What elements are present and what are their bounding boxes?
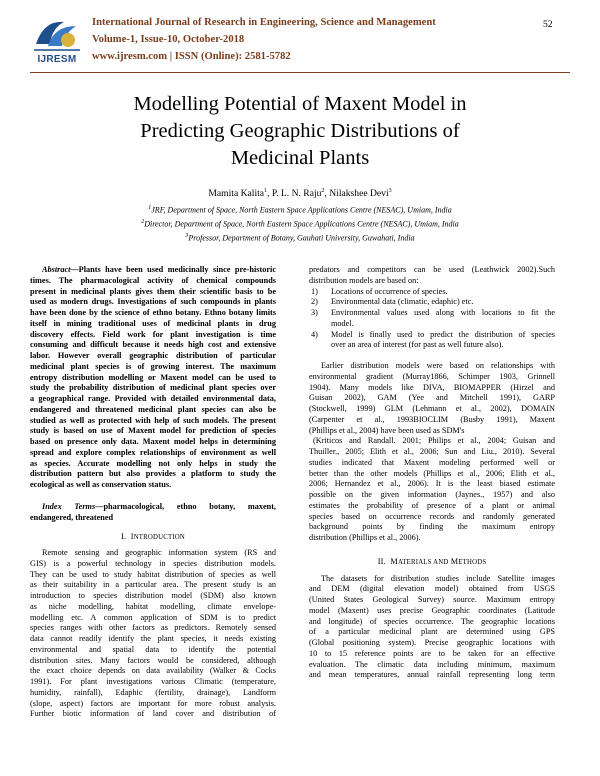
journal-name: International Journal of Research in Engineering, Science and Management	[92, 17, 436, 28]
section-smallcaps: NTRODUCTION	[133, 534, 185, 542]
author-name: Nilakshee Devi	[329, 188, 389, 200]
numbered-list	[309, 287, 555, 352]
affiliation-sup: 1	[148, 205, 152, 211]
section-numeral: II.	[377, 556, 386, 566]
section-numeral: I.	[121, 532, 127, 542]
journal-volume: Volume-1, Issue-10, October-2018	[92, 34, 245, 45]
logo-text: IJRESM	[37, 54, 77, 65]
abstract-line: used as modern drugs. Investigations of such compounds in plants	[30, 297, 276, 307]
list-line: model.	[331, 318, 354, 328]
page-number: 52	[543, 20, 553, 30]
body-line: (Kriticos and Randall. 2001; Philips et al., 2004; Guisan and	[313, 436, 555, 446]
body-line: Remote sensing and geographic information system (RS and	[42, 548, 276, 557]
body-line: model (Maxent) uses precise Geographic coordinates (Latitude	[309, 605, 555, 615]
body-line: distribution models are based on:	[309, 275, 419, 285]
body-line: background points by finding the maximum entropy	[309, 522, 555, 532]
abstract-line: itself in mining traditional uses of medicinal plants in drug	[30, 318, 276, 328]
introduction-body	[30, 548, 276, 720]
affiliation	[40, 233, 560, 243]
methods-body	[309, 574, 555, 682]
abstract-line	[30, 265, 276, 276]
list-line: Environmental values used along with locations to fit the	[331, 308, 555, 317]
body-line: and DEM (digital elevation model) obtained from USGS	[309, 584, 555, 594]
body-line: data cannot readily identify the plant species, it needs existing	[30, 634, 276, 643]
body-line: 1904). Many models like DIVA, BIOMAPPER (Hirzel and	[309, 382, 555, 392]
body-line: Earlier distribution models were based on relationships with	[321, 361, 555, 370]
body-line: (Stockwell, 1999) GLM (Lehmann et al., 2002), DOMAIN	[309, 404, 555, 413]
body-line: possible on the given information (Jaynes., 1957) and also	[309, 490, 555, 499]
right-column	[309, 265, 555, 681]
abstract-line: a geographical range. Provided with detailed environmental data,	[30, 394, 276, 403]
body-line: studies indicated that Maxent modeling performed well or	[309, 457, 555, 467]
list-line: over an area of interest (for past as well future also).	[331, 340, 504, 350]
section-smallcaps: ATERIALS AND	[397, 558, 449, 566]
body-line: (Carpenter et al., 1993BIOCLIM (Busby 1991), Maxent	[309, 414, 555, 424]
body-line: species based on occurrence records and randomly generated	[309, 511, 555, 521]
body-line: environmental and spatial data to identify the potential	[30, 644, 276, 654]
body-line: (Phillips et al., 2004) have been used as SDM's	[309, 425, 465, 435]
body-line: Further biotic information of land cover and distribution of	[30, 709, 276, 719]
section-heading-introduction	[30, 532, 276, 544]
abstract-line: endangered and threatened medicinal plant species can also be	[30, 404, 276, 414]
list-item	[309, 330, 555, 352]
earlier-models-paragraph	[309, 361, 555, 544]
title-line: Predicting Geographic Distributions of	[140, 120, 460, 142]
affiliation	[40, 219, 560, 229]
affiliation-sup: 2	[141, 219, 145, 225]
section-initial: I	[130, 532, 134, 542]
body-line: modelling etc. A common application of SDM is to predict	[30, 612, 276, 622]
abstract-line: consuming and difficult because it needs high cost and extensive	[30, 340, 276, 350]
body-line: (slope, aspect) factors are important for more robust analysis.	[30, 698, 276, 708]
paper-title	[40, 91, 560, 172]
abstract	[30, 265, 276, 491]
index-line: endangered, threatened	[30, 512, 114, 522]
body-line: 2006; Hernandez et al., 2006). It is the least biased estimate	[309, 479, 555, 489]
affiliation	[40, 205, 560, 215]
abstract-line: based on presence only data. Maxent model helps in determining	[30, 437, 276, 446]
title-line: Medicinal Plants	[230, 147, 370, 169]
abstract-label: Abstract	[42, 265, 71, 274]
index-text: —pharmacological, ethno botany, maxent,	[95, 501, 276, 511]
body-line: They can be used to study habitat distribution of species as well	[30, 569, 276, 579]
body-line: The datasets for distribution studies include Satellite images	[321, 573, 555, 583]
list-number: 3)	[311, 308, 318, 317]
title-line: Modelling Potential of Maxent Model in	[133, 93, 467, 115]
body-line: evaluation. The climatic data including minimum, maximum	[309, 659, 555, 669]
author-sup: 3	[388, 188, 392, 194]
body-line: as their suitability in a particular area. The present study is an	[30, 580, 276, 590]
abstract-line: study is based on use of Maxent model for prediction of species	[30, 426, 276, 436]
affiliation-text: Professor, Department of Botany, Gauhati University, Guwahati, India	[188, 233, 415, 243]
list-item	[309, 308, 555, 330]
body-line: the exact choice depends on data availability (Walker & Cocks	[30, 666, 276, 676]
body-line: Guisan 2002), GAM (Yee and Mitchell 1991), GARP	[309, 393, 555, 403]
author-name: P. L. N. Raju	[271, 188, 322, 200]
body-line: and longitude) of species occurrence. The geographic locations	[309, 616, 555, 626]
body-line: predators and competitors can be used (Leathwick 2002).Such	[309, 265, 555, 274]
body-line: Thuiller., 2005; Elith et al., 2006; Sun and Liu., 2010). Several	[309, 447, 555, 456]
author-line: Mamita Kalita$^1$, P. L. N. Raju$^2$, Nilakshee Devi$^3$	[208, 188, 392, 200]
body-line: humidity, rainfall), Edaphic (fertility, drainage), Landform	[30, 687, 276, 697]
abstract-line: study the probability distribution of medicinal plant species over	[30, 383, 276, 393]
author-name: Mamita Kalita	[208, 188, 265, 200]
list-number: 1)	[311, 286, 318, 296]
abstract-line: present in medicinal plants gives them their scientific basis to be	[30, 286, 276, 296]
body-line: better than the other models (Phillips et al., 2006; Elith et al.,	[309, 468, 555, 478]
abstract-line: as species. Accurate modelling not only helps in study the	[30, 458, 276, 468]
body-line: introduction to species distribution model (SDM) also known	[30, 591, 276, 600]
abstract-text: —Plants have been used medicinally since pre-historic	[70, 265, 276, 274]
list-line: Environmental data (climatic, edaphic) etc.	[331, 297, 474, 307]
list-item	[309, 287, 555, 298]
section-heading-methods	[309, 557, 555, 569]
body-line: species ranges with other factors as predictors. Remotely sensed	[30, 623, 276, 633]
body-line: environmental gradient (Murray1866, Schimper 1903, Grinnell	[309, 371, 555, 381]
affiliation-sup: 3	[185, 233, 189, 239]
body-line: of a particular medicinal plant are determined using GPS	[309, 627, 555, 637]
index-terms	[30, 502, 276, 524]
journal-header	[92, 14, 532, 65]
list-line: Locations of occurrence of species.	[331, 286, 448, 296]
body-line: GIS) is a powerful technology in species distribution models.	[30, 558, 276, 568]
abstract-line: medicinal plant species is of growing interest. The maximum	[30, 361, 276, 371]
section-smallcaps: ETHODS	[458, 558, 487, 566]
body-line: 10 to 15 reference points are to be taken for an effective	[309, 648, 555, 658]
list-number: 4)	[311, 329, 318, 339]
list-item	[309, 297, 555, 308]
abstract-line: labor. However overall geographic distribution of particular	[30, 351, 276, 360]
abstract-line: spread and explore complex relationships of environment as well	[30, 447, 276, 457]
header-rule	[30, 72, 570, 73]
affiliation-text: JRF, Department of Space, North Eastern Space Applications Centre (NESAC), Umiam, India	[151, 205, 452, 215]
body-line: distribution sites. Many factors would be considered, although	[30, 655, 276, 665]
body-line: distribution (Phillips et al., 2006).	[309, 533, 421, 542]
body-line: as niche modelling, habitat modelling, climate envelope-	[30, 601, 276, 611]
affiliation-text: Director, Department of Space, North Eastern Space Applications Centre (NESAC), Umiam, India	[144, 219, 459, 229]
abstract-line: ecological as well as conservation status.	[30, 480, 172, 489]
body-line: estimates the probability of presence of a plant or animal	[309, 500, 555, 510]
abstract-line: distribution pattern but also provides a platform to study the	[30, 469, 276, 479]
index-label: Index Terms	[42, 501, 96, 511]
abstract-line: discovery effects. Field work for plant investigation is time	[30, 329, 276, 339]
author-sup: 1	[264, 188, 268, 194]
abstract-line: times. The pharmacological activity of chemical compounds	[30, 275, 276, 285]
list-line: Model is finally used to predict the distribution of species	[331, 329, 555, 339]
abstract-line: studied as well as protected with help of such models. The present	[30, 415, 276, 425]
abstract-line: have been done by the science of ethno botany. Ethno botany limits	[30, 308, 276, 317]
body-line: 1991). For plant investigations various Climatic (temperature,	[30, 677, 276, 686]
left-column	[30, 265, 276, 720]
section-initial: M	[450, 556, 459, 566]
section-initial: M	[390, 556, 398, 566]
body-line: and mean temperatures, annual rainfall representing long term	[309, 670, 555, 680]
index-line	[30, 502, 276, 513]
body-line: (United States Geological Survey) source. Maximum entropy	[309, 595, 555, 604]
abstract-line: entropy distribution modelling or Maxent model can be used to	[30, 372, 276, 382]
list-number: 2)	[311, 297, 318, 307]
author-sup: 2	[321, 188, 325, 194]
body-line: (Global positioning system). Precise geographic locations with	[309, 638, 555, 647]
journal-web: www.ijresm.com | ISSN (Online): 2581-5782	[92, 51, 291, 62]
